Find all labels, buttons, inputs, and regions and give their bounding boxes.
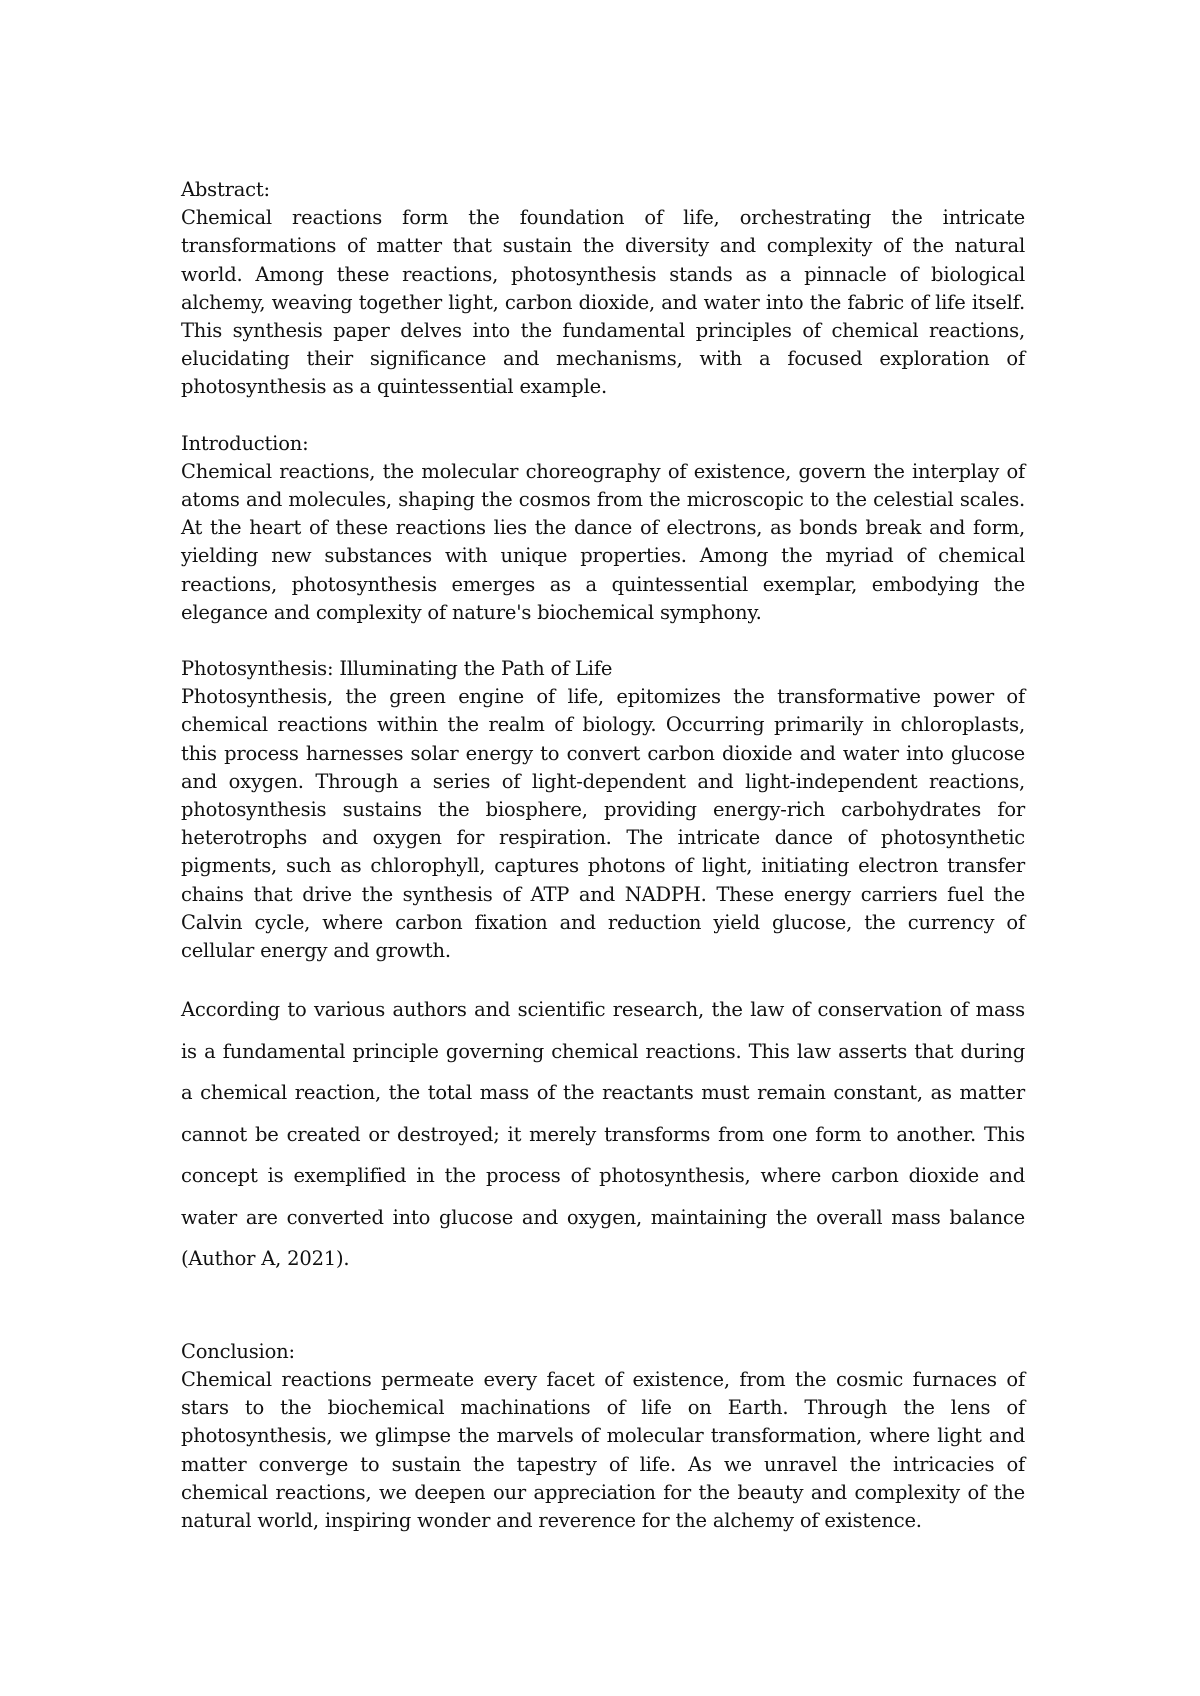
abstract-section <box>181 176 1025 402</box>
document-body <box>181 176 1025 1535</box>
photosynthesis-heading: Photosynthesis: Illuminating the Path of Life <box>181 657 613 681</box>
introduction-heading: Introduction: <box>181 431 309 455</box>
abstract-paragraph: Chemical reactions form the foundation of life, orchestrating the intricate transformations of matter that sustain the diversity and complexity of the natural world. Among these reactions, photosynthesis stands as a pinnacle of biological alchemy, weaving together light, carbon dioxide, and water into the fabric of life itself. This synthesis paper delves into the fundamental principles of chemical reactions, elucidating their significance and mechanisms, with a focused exploration of photosynthesis as a quintessential example. <box>181 206 1025 399</box>
spacer <box>181 402 1025 430</box>
photosynthesis-paragraph: Photosynthesis, the green engine of life, epitomizes the transformative power of chemical reactions within the realm of biology. Occurring primarily in chloroplasts, this process harnesses solar energy to convert carbon dioxide and water into glucose and oxygen. Through a series of light-dependent and light-independent reactions, photosynthesis sustains the biosphere, providing energy-rich carbohydrates for heterotrophs and oxygen for respiration. The intricate dance of photosynthetic pigments, such as chlorophyll, captures photons of light, initiating electron transfer chains that drive the synthesis of ATP and NADPH. These energy carriers fuel the Calvin cycle, where carbon fixation and reduction yield glucose, the currency of cellular energy and growth. <box>181 685 1025 963</box>
introduction-section <box>181 430 1025 627</box>
conclusion-paragraph: Chemical reactions permeate every facet of existence, from the cosmic furnaces of stars to the biochemical machinations of life on Earth. Through the lens of photosynthesis, we glimpse the marvels of molecular transformation, where light and matter converge to sustain the tapestry of life. As we unravel the intricacies of chemical reactions, we deepen our appreciation for the beauty and complexity of the natural world, inspiring wonder and reverence for the alchemy of existence. <box>181 1367 1025 1532</box>
conclusion-section <box>181 1338 1025 1535</box>
conservation-section <box>181 989 1025 1280</box>
photosynthesis-section <box>181 655 1025 965</box>
conservation-paragraph: According to various authors and scientific research, the law of conservation of mass is a fundamental principle governing chemical reactions. This law asserts that during a chemical reaction, the total mass of the reactants must remain constant, as matter cannot be created or destroyed; it merely transforms from one form to another. This concept is exemplified in the process of photosynthesis, where carbon dioxide and water are converted into glucose and oxygen, maintaining the overall mass balance (Author A, 2021). <box>181 998 1025 1271</box>
spacer <box>181 627 1025 655</box>
conclusion-heading: Conclusion: <box>181 1339 295 1363</box>
spacer <box>181 965 1025 989</box>
abstract-heading: Abstract: <box>181 178 270 201</box>
spacer <box>181 1280 1025 1338</box>
introduction-paragraph: Chemical reactions, the molecular choreography of existence, govern the interplay of atoms and molecules, shaping the cosmos from the microscopic to the celestial scales. At the heart of these reactions lies the dance of electrons, as bonds break and form, yielding new substances with unique properties. Among the myriad of chemical reactions, photosynthesis emerges as a quintessential exemplar, embodying the elegance and complexity of nature's biochemical symphony. <box>181 459 1025 624</box>
